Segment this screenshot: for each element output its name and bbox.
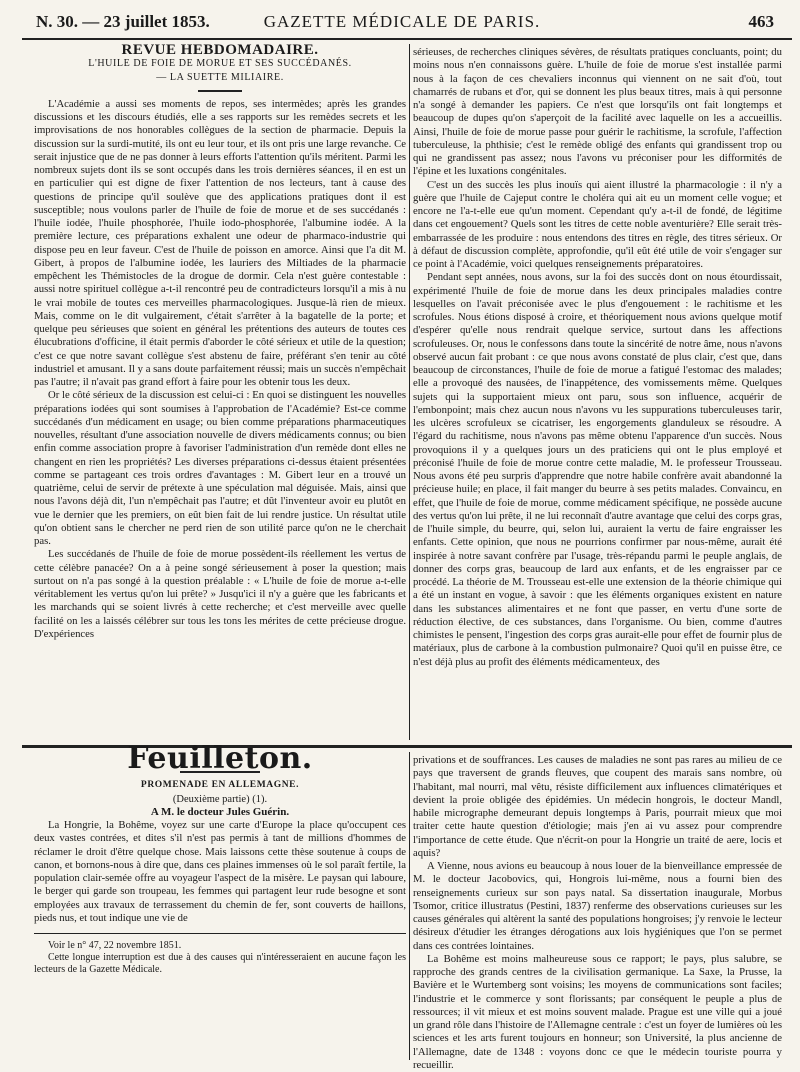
feuilleton-title: Feuilleton. xyxy=(127,741,313,776)
revue-left-column xyxy=(34,44,406,740)
paragraph: sérieuses, de recherches cliniques sévères, de résultats pratiques concluants, point; du moins nous n'en connaissons guère. L'huile de foie de morue s'est installée parmi nous à la façon de ces chevaliers inconnus qui viennent on ne sait d'où, tout chamarrés de rubans et d'or, qui se donnent les plus beaux titres, mais à qui personne n'a songé à demander les papiers. Ce n'est que lorsqu'ils ont fait longtemps et beaucoup de dupes qu'on s'aperçoit de la facilité avec laquelle on les a accueillis. Ainsi, l'huile de foie de morue passe pour guérir le rachitisme, la scrofule, l'affection tuberculeuse, la phthisie; c'est le remède obligé des enfants qui grandissent trop ou qui ne grandissent pas assez; nous l'avons vu préconiser pour les difformités de l'épine et les luxations congénitales. xyxy=(413,46,782,178)
revue-subtitle-2: — LA SUETTE MILIAIRE. xyxy=(156,71,284,83)
paragraph: Les succédanés de l'huile de foie de morue possèdent-ils réellement les vertus de cette célèbre panacée? On a à peine songé sérieusement à poser la question; mais surtout on n'a pas songé à la question préalable : « L'huile de foie de morue a-t-elle véritablement les vertus qu'on lui prête? » Jusqu'ici il n'y a guère que les fabricants et les marchands qui se soient livrés à cette recherche; et c'est merveille avec quelle facilité on les a laissés célébrer sur tous les tons les mérites de cette précieuse drogue. D'expériences xyxy=(34,548,406,640)
paragraph: La Hongrie, la Bohême, voyez sur une carte d'Europe la place qu'occupent ces deux vastes contrées, et dites s'il n'est pas permis à tant de millions d'hommes de réclamer le droit d'être quelque chose. Mais laissons cette thèse soutenue à coups de canon, et bornons-nous à dire que, dans ces plaines immenses où le sol paraît fertile, la population clair-semée offre au voyageur l'aspect de la misère. Le paysan qui laboure, le berger qui garde son troupeau, les femmes qui partagent leur rude besogne et sont employées aux travaux de terrassement du chemin de fer, sont couverts de haillons, pieds nus, et tout indique une vie de xyxy=(34,819,406,924)
feuilleton-subtitle: PROMENADE EN ALLEMAGNE. xyxy=(140,780,300,791)
journal-title: GAZETTE MÉDICALE DE PARIS. xyxy=(263,12,541,31)
paragraph: A Vienne, nous avions eu beaucoup à nous louer de la bienveillance empressée de M. le docteur Jacobovics, qui, Hongrois lui-même, nous a fourni bien des renseignements curieux sur son pays natal. Sa dissertation inaugurale, Morbus Tsomor, critice illustratus (Pestini, 1837) renferme des observations curieuses sur les causes générales qui altèrent la santé des populations hongroises; j'y renvoie le lecteur désireux d'étudier les étranges dérogations aux lois hygiéniques que l'on se permet dans ces contrées lointaines. xyxy=(413,860,782,952)
paragraph: La Bohême est moins malheureuse sous ce rapport; le pays, plus salubre, se rapproche des grands centres de la civilisation germanique. La Saxe, la Prusse, la Bavière et le Wurtemberg sont voisins; les moyens de communications sont faciles; l'industrie et le commerce y sont florissants; par conséquent le peuple a plus de ressources; il vit mieux et est moins souvent malade. Prague est une ville qui a joué un grand rôle dans l'histoire de l'Allemagne centrale : c'est un foyer de lumières où les sciences et les arts furent toujours en honneur; son Université, la plus ancienne de l'Allemagne, date de 1348 : voyons donc ce que le médecin touriste pourra y recueillir. xyxy=(413,952,782,1071)
page-number: 463 xyxy=(748,12,774,31)
paragraph: L'Académie a aussi ses moments de repos, ses intermèdes; après les grandes discussions et les discours étudiés, elle a ses rapports sur les remèdes secrets et les improvisations de nos honorables collègues de la section de pharmacie. Depuis la discussion sur la surdi-mutité, ils ont eu leur tour, et ils ont pris une large revanche. Ce serait injustice que de ne pas donner à leurs efforts l'attention qu'ils méritent. Parmi les nombreux sujets dont ils se sont occupés dans les trois dernières séances, il en est un en particulier qui est digne de fixer l'attention de nos lecteurs, tant à cause des questions de principe qu'il soulève que des applications pratiques dont il est susceptible; nous voulons parler de l'huile de foie de morue et de ses succédanés : l'huile iodée, l'huile phosphorée, l'huile iodo-phosphorée, l'albumine iodée. A la première lecture, ces préparations exhalent une odeur de pharmaco-industrie qui dispose peu en leur faveur. C'est de l'huile de poisson en amorce. Ainsi que l'a dit M. Gibert, à propos de l'albumine iodée, les lauriers des Miltiades de la pharmacie empêchent les Thémistocles de la drogue de dormir. Cela n'est guère contestable : aussi notre spirituel collègue a-t-il rencontré peu de contradicteurs lorsqu'il a mis à nu le vrai mobile de toutes ces merveilles pharmacologiques. Jusque-là rien de mieux. Mais, comme on le dit vulgairement, c'était s'arrêter à la bagatelle de la porte; et quelque peu sérieuses que soient en général les prétentions des auteurs de toutes ces élucubrations d'officine, il était permis d'aborder le côté sérieux et utile de la question; c'est ce que notre savant collègue s'est abstenu de faire, préférant s'en tenir au côté industriel et amusant. Il y a sans doute parfaitement réussi; mais un succès n'empêchait pas l'autre; il n'avait pas grand effort à faire pour les obtenir tous les deux. xyxy=(34,97,406,388)
paragraph: privations et de souffrances. Les causes de maladies ne sont pas rares au milieu de ce pays que traversent de grands fleuves, que coupent des marais sans nombre, où l'habitant, mal nourri, mal vêtu, résiste difficilement aux influences climatériques et devient la proie obligée des épidémies. Un médecin hongrois, le docteur Mandl, habile micrographe demeurant depuis longtemps à Paris, pourrait mieux que moi traiter cette haute question d'étiologie; mais j'en ai vu assez pour comprendre l'importance de cette étude. Que n'écrit-on pour la Hongrie un traité de aere, locis et aquis? xyxy=(413,754,782,859)
paragraph: Or le côté sérieux de la discussion est celui-ci : En quoi se distinguent les nouvelles préparations iodées qui sont soumises à l'approbation de l'Académie? Est-ce comme succédanés d'un médicament en usage; ou bien comme préparations pharmaceutiques nouvelles, résultant d'une association nouvelle de divers médicaments connus; ou bien enfin comme association propre à favoriser l'administration d'un remède dont elles ne changent en rien les propriétés? Les diverses préparations ci-dessus étaient présentées comme se partageant ces trois ordres d'avantages : M. Gibert leur en a trouvé un quatrième, celui de servir de prétexte à une spéculation mal déguisée. Mais, ainsi que nous l'avons déjà dit, l'un n'empêchait pas l'autre; et dût l'inventeur avoir eu plutôt en vue le dernier que les premiers, on eût bien fait de lui rendre justice. Un résultat utile qu'on obtient sans le chercher ne perd rien de son utilité parce qu'on ne le cherchait pas. xyxy=(34,389,406,547)
paragraph: C'est un des succès les plus inouïs qui aient illustré la pharmacologie : il n'y a guère que l'huile de Cajeput contre le choléra qui ait eu un moment celle vogue; et encore ne l'a-t-elle eue qu'un moment. Cependant qu'y a-t-il de fondé, de légitime dans cet engouement? Quels sont les titres de cette noble aventurière? Elle serait très-embarrassée de les produire : nous entendons des titres en règle, des titres sérieux. Or à défaut de discussion complète, approfondie, qu'il eût été utile de voir s'engager sur ce point à l'Académie, voici quelques renseignements préparatoires. xyxy=(413,178,782,270)
footnote: Voir le n° 47, 22 novembre 1851. xyxy=(48,940,182,951)
title-rule xyxy=(198,90,242,92)
revue-title: REVUE HEBDOMADAIRE. xyxy=(121,42,319,58)
footnotes xyxy=(34,933,406,976)
revue-subtitle: L'HUILE DE FOIE DE MORUE ET SES SUCCÉDANÉS. xyxy=(88,58,352,70)
feuilleton-right-column xyxy=(413,754,782,1071)
feuilleton-part: (Deuxième partie) (1). xyxy=(172,793,268,805)
column-divider xyxy=(409,752,410,1060)
feuilleton-left-column xyxy=(34,741,406,1060)
footnote: Cette longue interruption est due à des causes qui n'intéresseraient en aucune façon les lecteurs de la Gazette Médicale. xyxy=(34,952,406,975)
feuilleton-dedication: A M. le docteur Jules Guérin. xyxy=(150,805,290,818)
page-header xyxy=(22,6,782,36)
paragraph: Pendant sept années, nous avons, sur la foi des succès dont on nous étourdissait, expérimenté l'huile de foie de morue dans les deux principales maladies contre lesquelles on l'avait préconisée avec le plus d'engouement : le rachitisme et les scrofules. Nous étions disposé à croire, et théoriquement nous avions quelque motif d'espérer qu'elle nous rendrait quelque service, surtout dans les affections scrofuleuses. Or, nous le confessons dans toute la sincérité de notre âme, nous n'avons observé aucun fait probant : ce que nous avons constaté de plus clair, c'est que, dans beaucoup de circonstances, l'huile de foie de morue a fatigué l'estomac des malades; elle a provoqué des nausées, de l'inappétence, des vomissements même. Quelques sujets qui la supportaient mieux ont paru, sous son influence, acquérir de l'embonpoint; mais chez aucun nous n'avons vu les suppurations tuberculeuses tarir, les ulcères scrofuleux se cicatriser, les engorgements glanduleux se résoudre. A l'égard du rachitisme, nous n'avons pas même obtenu l'apparence d'un succès. Nous provoquions il y a quelques jours un des praticiens qui ont le plus employé et préconisé l'huile de foie de morue contre cette maladie, M. le professeur Trousseau. Nous avons été peu surpris d'apprendre que notre habile confrère avait abandonné la précieuse huile; en place, il fait manger du beurre à ses petits malades. Convaincu, en effet, que l'huile de foie de morue, comme médicament spécifique, ne possède aucune des vertus qu'on lui prête, il ne lui reconnaît d'autre avantage que celui des corps gras, de l'huile simple, du beurre, qui, selon lui, auraient la vertu de faire engraisser les enfants. Cette opinion, que nous ne pourrions confirmer par nous-même, aurait été inspirée à notre savant confrère par l'usage, très-répandu parmi le peuple anglais, de donner des corps gras, beaucoup de lard aux enfants, et de les engraisser par ce procédé. La théorie de M. Trousseau est-elle une extension de la théorie chimique qui a été un instant en vogue, à savoir : que les éléments organiques existent en nature dans les substances alimentaires et ne font que passer, en vertu d'une sorte de réduction élective, de ces substances, dans l'organisme. Ou bien, comme d'autres chimistes le pensent, l'ingestion des corps gras aurait-elle pour effet de fournir plus de matériaux, plus de carbone à la combustion pulmonaire? Quoi qu'il en puisse être, ce n'est déjà plus au profit des éléments médicamenteux, des xyxy=(413,271,782,668)
issue-number: N. 30. — 23 juillet 1853. xyxy=(36,12,210,31)
header-rule xyxy=(22,38,792,40)
revue-right-column xyxy=(413,46,782,740)
column-divider xyxy=(409,44,410,740)
